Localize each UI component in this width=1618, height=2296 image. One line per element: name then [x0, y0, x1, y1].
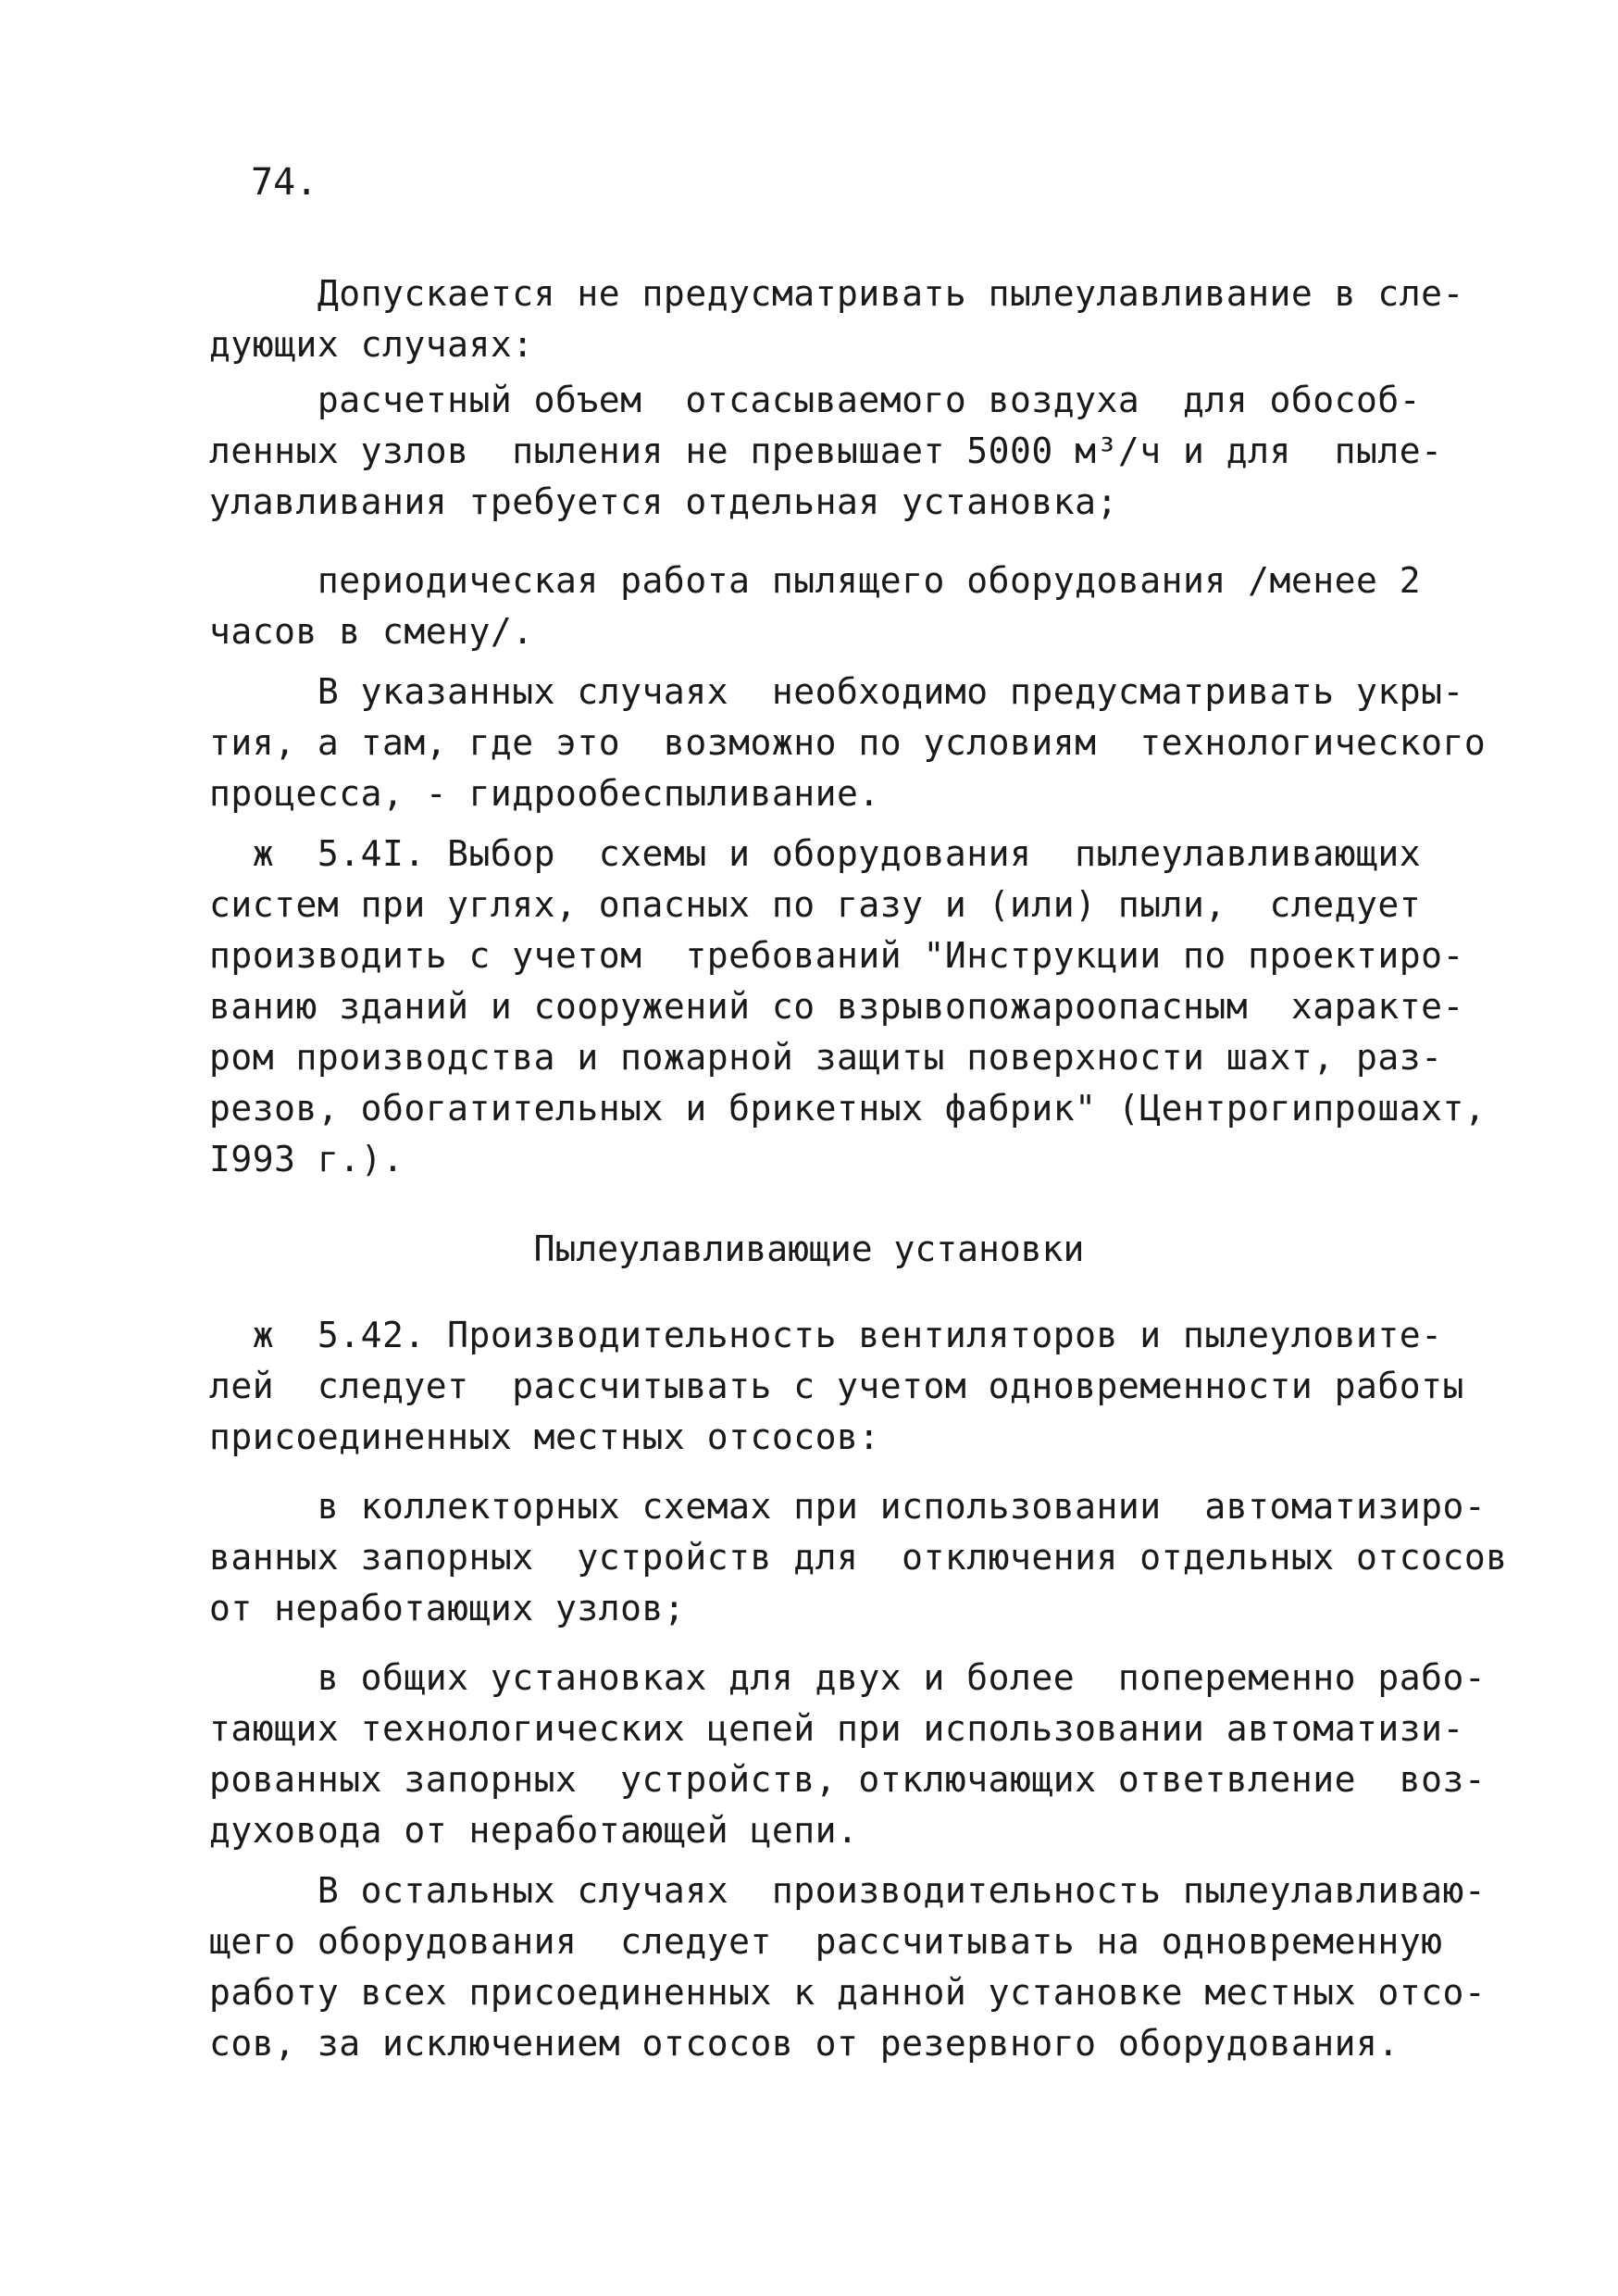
text-line: ванию зданий и сооружений со взрывопожароопасным характе-	[209, 986, 1464, 1027]
text-line: систем при углях, опасных по газу и (или) пыли, следует	[209, 884, 1422, 925]
text-line: процесса, - гидрообеспыливание.	[209, 773, 880, 814]
text-line: рованных запорных устройств, отключающих ответвление воз-	[209, 1759, 1487, 1800]
paragraph-calculated-volume	[209, 375, 1443, 528]
paragraph-covers-required	[209, 667, 1487, 819]
paragraph-periodic-operation	[209, 555, 1436, 657]
text-line: периодическая работа пылящего оборудования /менее 2	[209, 560, 1422, 601]
text-line: Допускается не предусматривать пылеулавливание в сле-	[209, 273, 1464, 314]
text-line: тающих технологических цепей при использовании автоматизи-	[209, 1708, 1464, 1749]
text-line: присоединенных местных отсосов:	[209, 1416, 880, 1457]
text-line: дующих случаях:	[209, 324, 534, 365]
clause-5-41	[209, 829, 1487, 1185]
text-line: работу всех присоединенных к данной установке местных отсо-	[209, 1972, 1487, 2013]
text-line: ванных запорных устройств для отключения отдельных отсосов	[209, 1537, 1508, 1578]
text-line: сов, за исключением отсосов от резервного оборудования.	[209, 2023, 1400, 2064]
paragraph-common-installations	[209, 1653, 1487, 1856]
text-line: в коллекторных схемах при использовании автоматизиро-	[209, 1486, 1487, 1527]
text-line: расчетный объем отсасываемого воздуха для обособ-	[209, 380, 1422, 420]
text-line: в общих установках для двух и более попеременно рабо-	[209, 1657, 1487, 1698]
text-line: часов в смену/.	[209, 611, 534, 652]
text-line: производить с учетом требований "Инструкции по проектиро-	[209, 935, 1464, 976]
text-line: ж 5.4I. Выбор схемы и оборудования пылеулавливающих	[209, 833, 1422, 874]
text-line: лей следует рассчитывать с учетом одновременности работы	[209, 1366, 1464, 1406]
text-line: духовода от неработающей цепи.	[209, 1810, 859, 1851]
text-line: В остальных случаях производительность пылеулавливаю-	[209, 1870, 1487, 1911]
text-line: от неработающих узлов;	[209, 1588, 686, 1628]
paragraph-collector-schemes	[209, 1481, 1508, 1634]
text-line: улавливания требуется отдельная установка;	[209, 481, 1118, 522]
section-heading: Пылеулавливающие установки	[533, 1229, 1085, 1269]
text-line: щего оборудования следует рассчитывать на одновременную	[209, 1921, 1443, 1962]
clause-5-42	[209, 1310, 1464, 1463]
text-line: ж 5.42. Производительность вентиляторов и пылеуловите-	[209, 1315, 1443, 1355]
text-line: резов, обогатительных и брикетных фабрик" (Центрогипрошахт,	[209, 1088, 1487, 1129]
text-line: I993 г.).	[209, 1139, 404, 1179]
text-line: ром производства и пожарной защиты поверхности шахт, раз-	[209, 1037, 1443, 1078]
text-line: В указанных случаях необходимо предусматривать укры-	[209, 671, 1464, 712]
paragraph-exemption-intro	[209, 268, 1464, 370]
paragraph-other-cases	[209, 1866, 1487, 2069]
text-line: тия, а там, где это возможно по условиям технологического	[209, 722, 1487, 763]
text-line: ленных узлов пыления не превышает 5000 м³/ч и для пыле-	[209, 430, 1443, 471]
page-number: 74.	[251, 161, 318, 204]
